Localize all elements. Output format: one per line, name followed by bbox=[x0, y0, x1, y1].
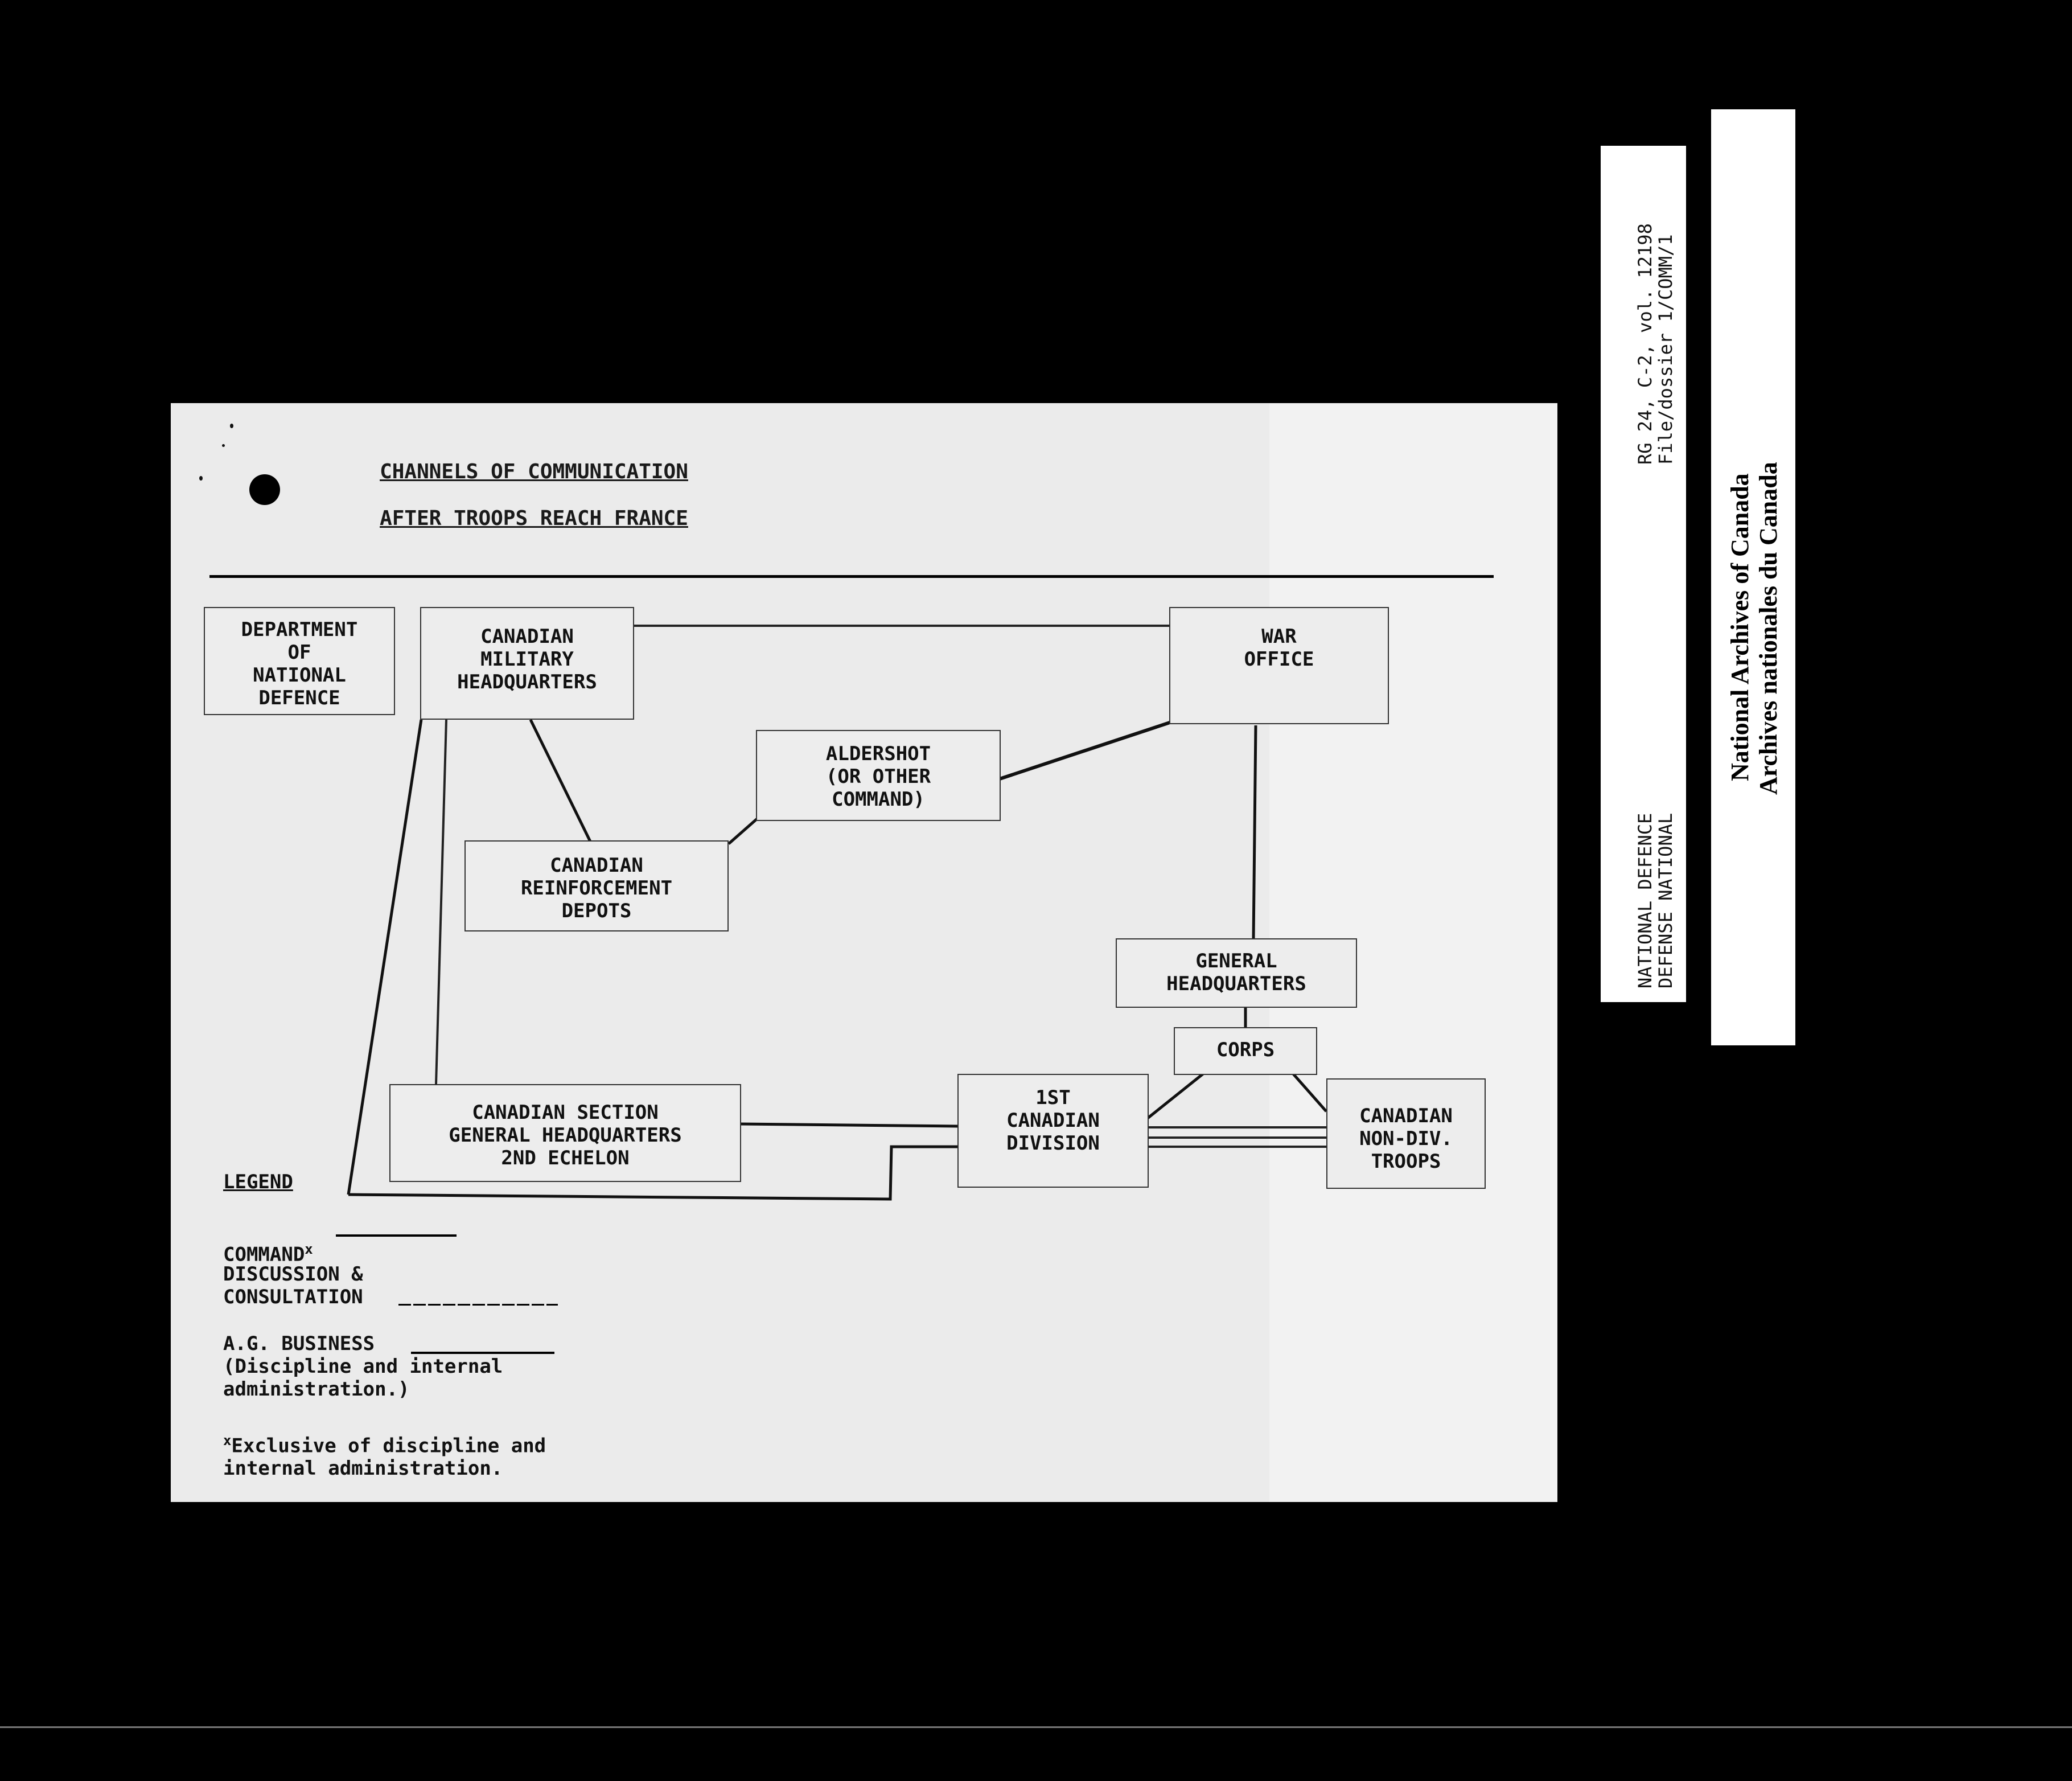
node-aldershot-command: ALDERSHOT (OR OTHER COMMAND) bbox=[756, 730, 1001, 821]
legend-ag-business-note: (Discipline and internal administration.) bbox=[223, 1355, 503, 1401]
node-canadian-section-ghq-2nd-echelon: CANADIAN SECTION GENERAL HEADQUARTERS 2ND ECHELON bbox=[389, 1084, 741, 1182]
legend-command-mark: x bbox=[305, 1241, 313, 1257]
node-general-headquarters: GENERAL HEADQUARTERS bbox=[1116, 938, 1357, 1008]
node-canadian-reinforcement-depots: CANADIAN REINFORCEMENT DEPOTS bbox=[464, 840, 729, 931]
archive-department-text: NATIONAL DEFENCE DEFENSE NATIONAL bbox=[1634, 812, 1676, 988]
legend-footnote-text: Exclusive of discipline and internal administration. bbox=[223, 1434, 546, 1480]
archive-institution-label bbox=[1711, 109, 1795, 1045]
node-department-of-national-defence: DEPARTMENT OF NATIONAL DEFENCE bbox=[204, 607, 395, 715]
node-1st-canadian-division: 1ST CANADIAN DIVISION bbox=[957, 1074, 1149, 1188]
archive-reference-label bbox=[1601, 146, 1686, 1002]
legend-command-text: COMMAND bbox=[223, 1243, 305, 1266]
scan-bottom-edge bbox=[0, 1726, 2072, 1728]
node-corps: CORPS bbox=[1174, 1027, 1317, 1075]
document-title: CHANNELS OF COMMUNICATION bbox=[380, 460, 688, 483]
legend-discussion-line bbox=[398, 1304, 558, 1306]
node-war-office: WAR OFFICE bbox=[1169, 607, 1389, 724]
connector-war-office-ghq bbox=[1253, 725, 1256, 939]
connector-cmhq-csghq bbox=[436, 720, 446, 1084]
legend-footnote-mark: x bbox=[223, 1433, 232, 1448]
archive-institution-fr: Archives nationales du Canada bbox=[1754, 462, 1782, 795]
node-canadian-military-headquarters: CANADIAN MILITARY HEADQUARTERS bbox=[420, 607, 634, 720]
legend-discussion-label: DISCUSSION & CONSULTATION bbox=[223, 1263, 363, 1308]
node-canadian-non-div-troops: CANADIAN NON-DIV. TROOPS bbox=[1326, 1078, 1486, 1189]
connector-corps-non-div bbox=[1292, 1073, 1326, 1111]
archive-reference-text: RG 24, C-2, vol. 12198 File/dossier 1/COMM/1 bbox=[1634, 223, 1676, 465]
connector-corps-division bbox=[1148, 1073, 1204, 1118]
connector-aldershot-war-office bbox=[993, 722, 1171, 781]
connector-csghq-division bbox=[740, 1124, 959, 1126]
legend-ag-business-label: A.G. BUSINESS bbox=[223, 1332, 375, 1355]
connector-cmhq-crd bbox=[531, 720, 591, 843]
legend-footnote bbox=[223, 1406, 546, 1480]
archive-institution-en: National Archives of Canada bbox=[1726, 473, 1754, 781]
document-subtitle: AFTER TROOPS REACH FRANCE bbox=[380, 507, 688, 530]
legend-ag-business-line bbox=[411, 1352, 554, 1354]
legend-title: LEGEND bbox=[223, 1171, 293, 1193]
legend-command-label bbox=[223, 1215, 313, 1266]
document-page bbox=[171, 403, 1557, 1502]
connector-crd-aldershot bbox=[729, 819, 757, 844]
legend-command-line bbox=[336, 1234, 457, 1237]
